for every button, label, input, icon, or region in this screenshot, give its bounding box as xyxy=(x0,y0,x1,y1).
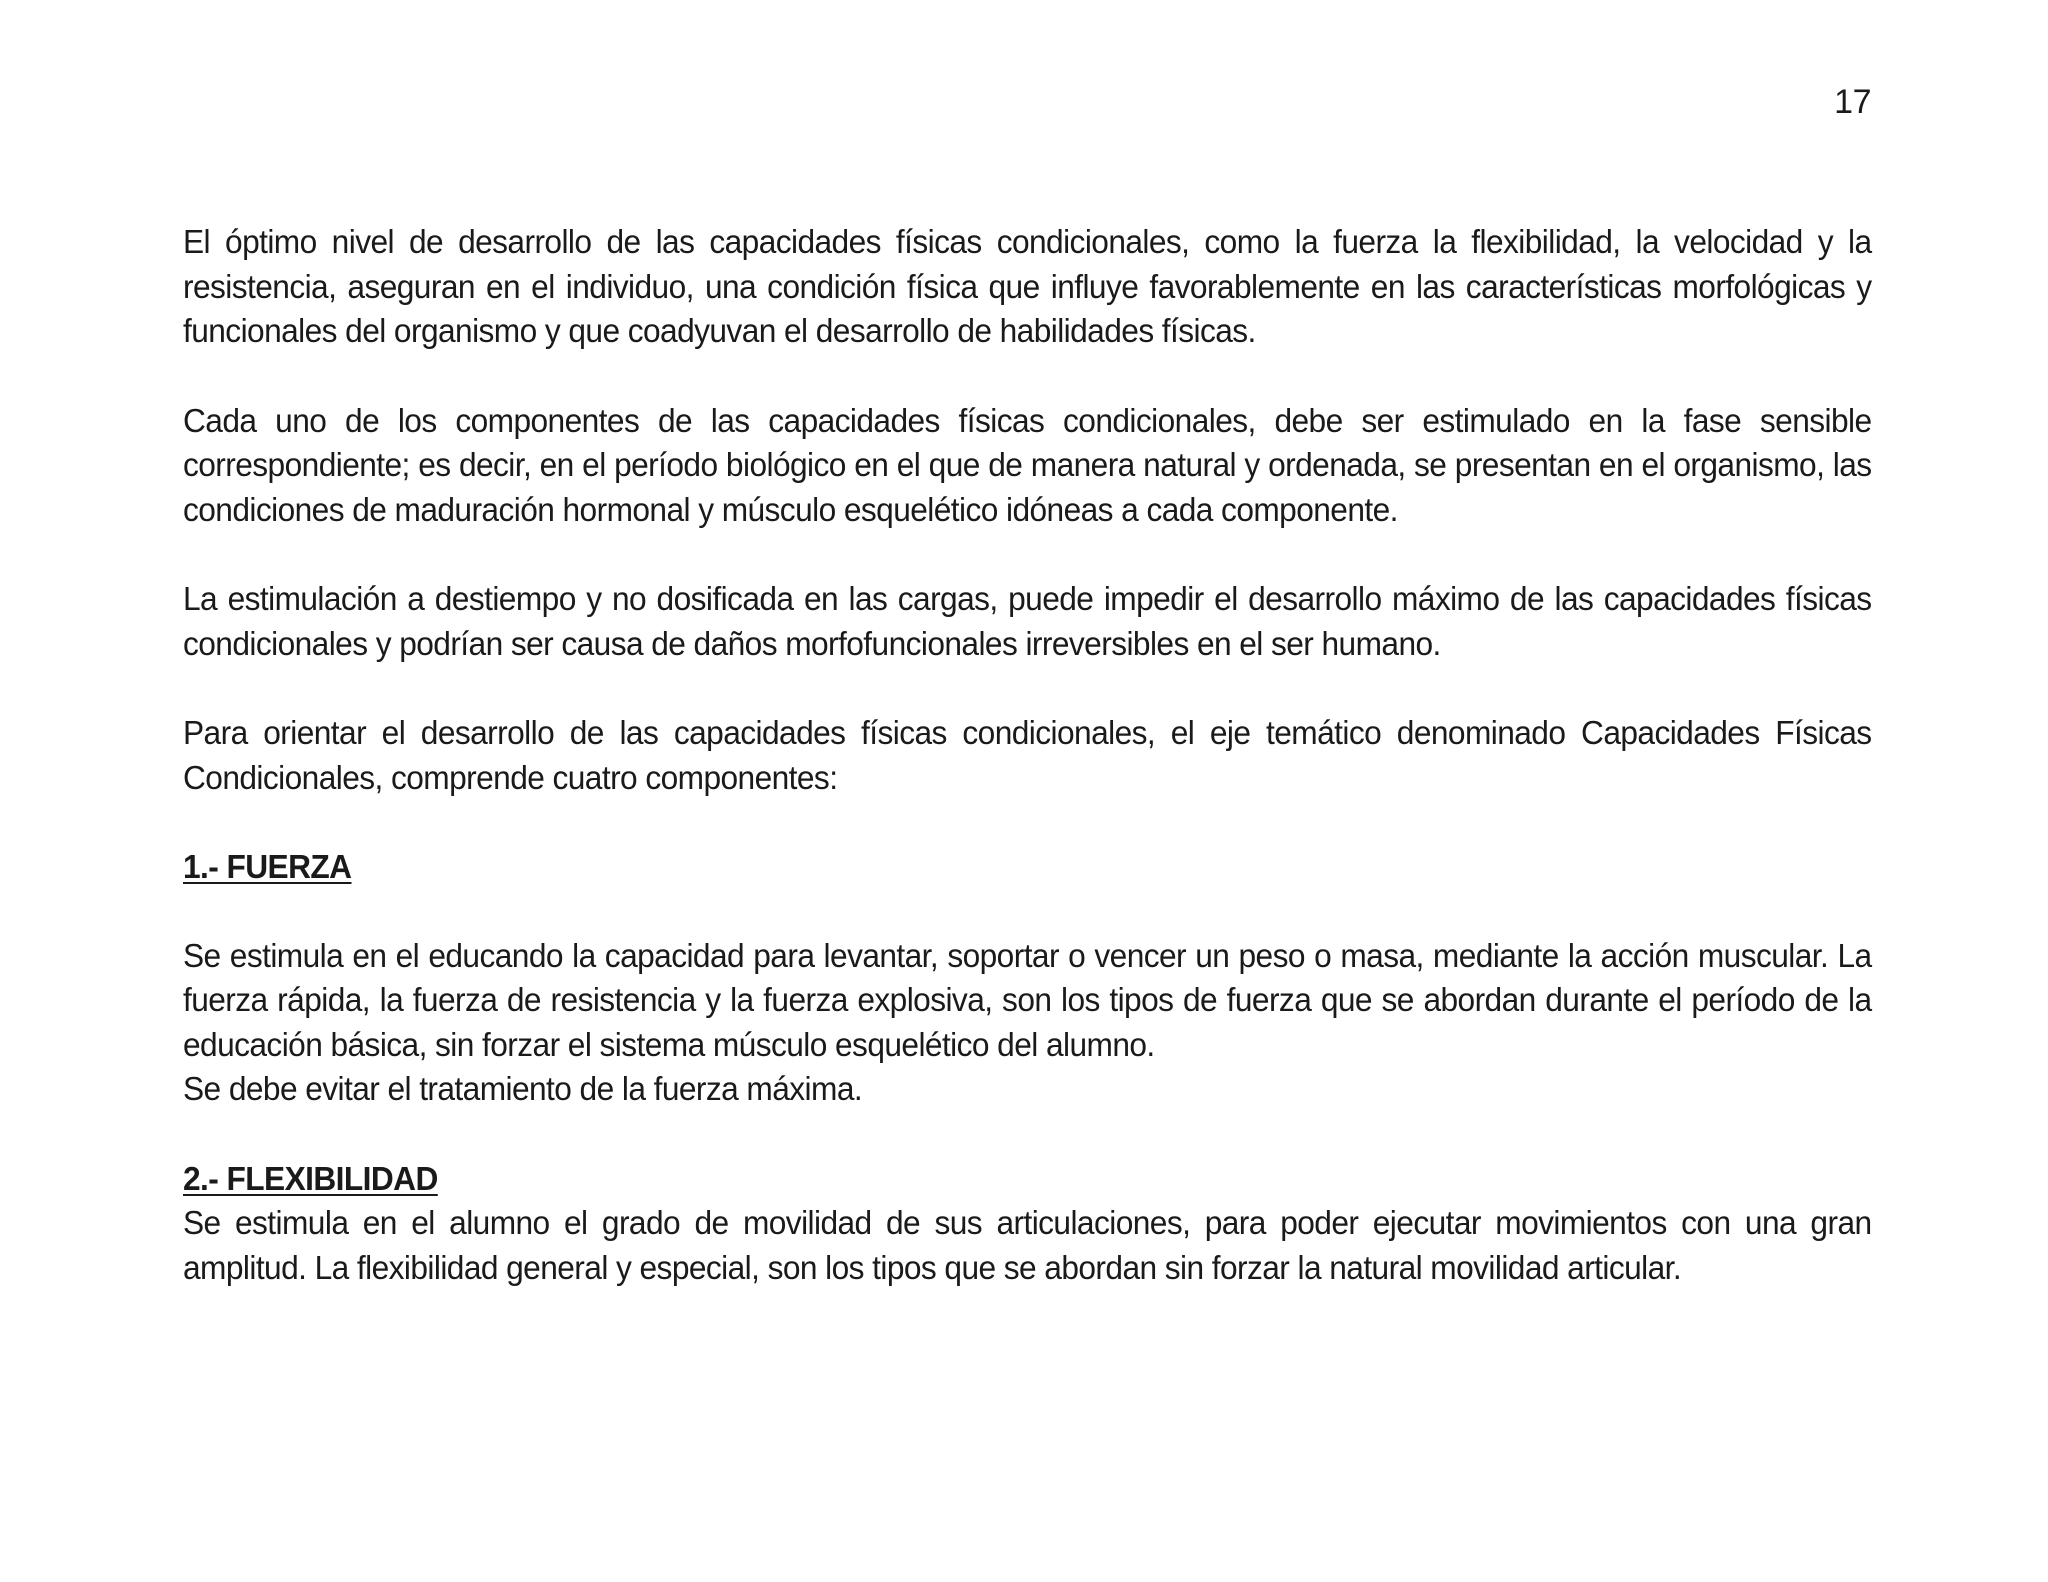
paragraph-intro: El óptimo nivel de desarrollo de las capacidades físicas condicionales, como la fuerza la flexibilidad, la velocidad y la resistencia, aseguran en el individuo, una condición física que influye favorablemente en las características morfológicas y funcionales del organismo y que coadyuvan el desarrollo de habilidades físicas. xyxy=(183,223,1872,349)
paragraph-components: Cada uno de los componentes de las capacidades físicas condicionales, debe ser estimulado en la fase sensible correspondiente; es decir, en el período biológico en el que de manera natural y ordenada, se presentan en el organismo, las condiciones de maduración hormonal y músculo esquelético idóneas a cada componente. xyxy=(183,401,1872,528)
paragraph-stimulation-warning: La estimulación a destiempo y no dosificada en las cargas, puede impedir el desarrollo máximo de las capacidades físicas condicionales y podrían ser causa de daños morfofuncionales irreversibles en el ser humano. xyxy=(183,580,1872,662)
document-body xyxy=(183,220,1871,1290)
section-heading-flexibilidad: 2.- FLEXIBILIDAD xyxy=(183,1159,438,1197)
section-note-fuerza: Se debe evitar el tratamiento de la fuerza máxima. xyxy=(183,1070,863,1107)
section-flexibilidad xyxy=(183,1157,1871,1291)
page-number: 17 xyxy=(1834,83,1871,121)
paragraph-thematic-axis: Para orientar el desarrollo de las capacidades físicas condicionales, el eje temático denominado Capacidades Físicas Condicionales, comprende cuatro componentes: xyxy=(183,714,1872,796)
section-body-fuerza: Se estimula en el educando la capacidad para levantar, soportar o vencer un peso o masa, mediante la acción muscular. La fuerza rápida, la fuerza de resistencia y la fuerza explosiva, son los tipos de fuerza que se abordan durante el período de la educación básica, sin forzar el sistema músculo esquelético del alumno. xyxy=(183,936,1872,1063)
section-body-flexibilidad: Se estimula en el alumno el grado de movilidad de sus articulaciones, para poder ejecutar movimientos con una gran amplitud. La flexibilidad general y especial, son los tipos que se abordan sin forzar la natural movilidad articular. xyxy=(183,1204,1872,1286)
section-heading-fuerza: 1.- FUERZA xyxy=(183,848,352,885)
section-fuerza xyxy=(183,845,1871,1112)
